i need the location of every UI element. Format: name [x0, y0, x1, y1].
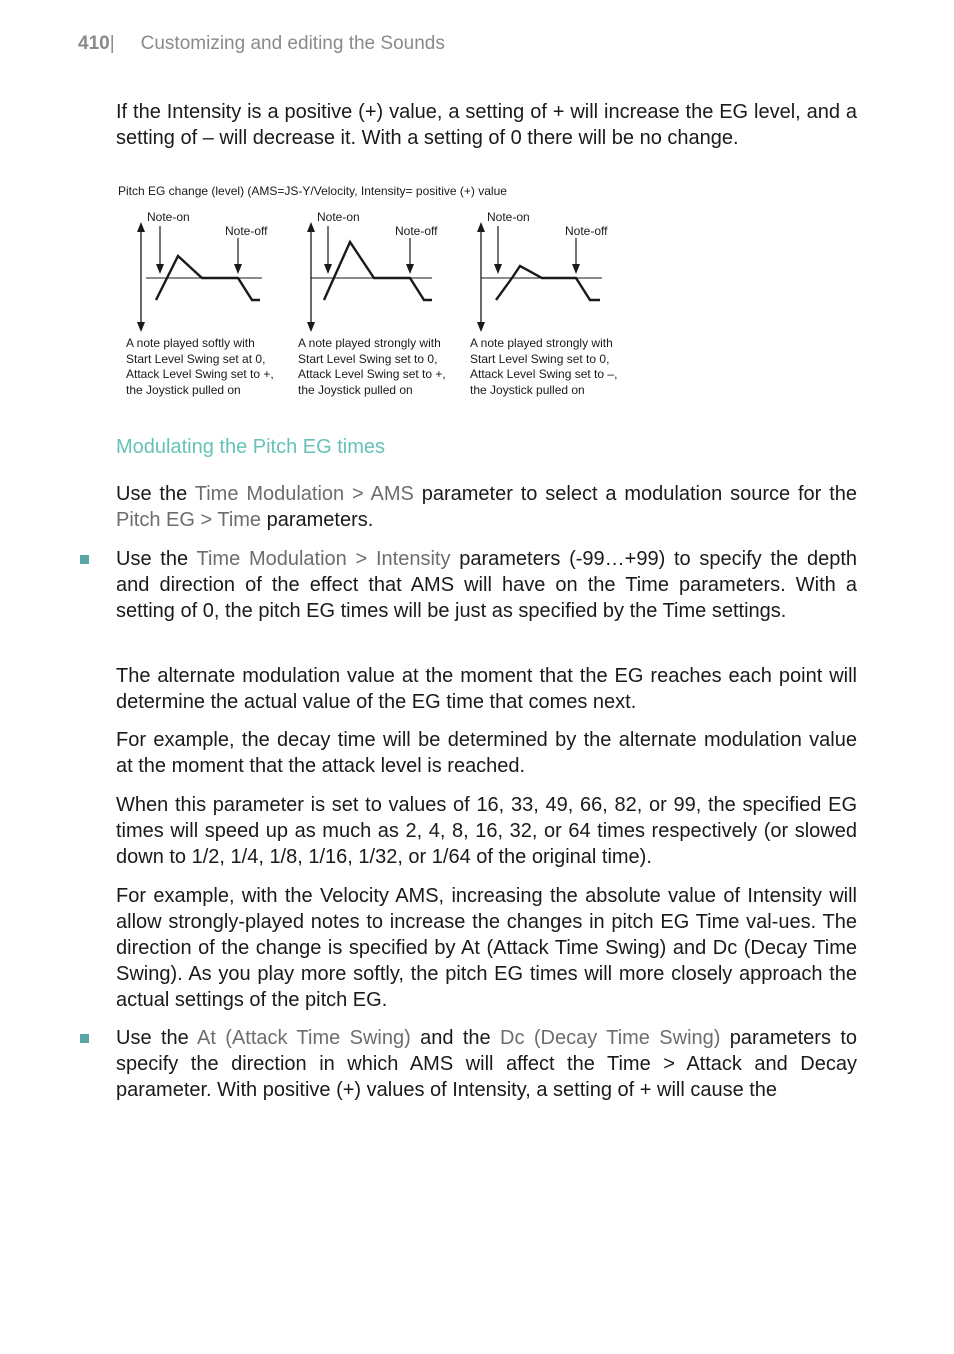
paragraph-time-modulation-ams: Use the Time Modulation > AMS parameter to select a modulation source for the Pitch EG > Time parameters.	[116, 483, 857, 531]
axis-arrow-down	[137, 322, 145, 332]
eg-curve	[324, 242, 432, 300]
paragraph-decay-example: For example, the decay time will be determined by the alternate modulation value at the moment that the attack level is reached.	[116, 729, 857, 777]
figure-caption: Pitch EG change (level) (AMS=JS-Y/Velocity, Intensity= positive (+) value	[118, 184, 507, 198]
chapter-title: Customizing and editing the Sounds	[140, 33, 445, 54]
eg-diagram-2	[300, 222, 440, 334]
note-off-label-3: Note-off	[565, 224, 608, 238]
paragraph-speed-values: When this parameter is set to values of 16, 33, 49, 66, 82, or 99, the specified EG times will speed up as much as 2, 4, 8, 16, 32, or 64 times respectively (or slowed down to 1/2, 1/4, 1/8, 1/16, 1/32, or 1/64 of the original time).	[116, 794, 857, 868]
param-attack-time-swing: At (Attack Time Swing)	[197, 1027, 411, 1049]
note-on-label-2: Note-on	[317, 210, 360, 224]
note-on-label-1: Note-on	[147, 210, 190, 224]
eg-diagram-1	[130, 222, 270, 334]
param-time-modulation-intensity: Time Modulation > Intensity	[196, 548, 451, 570]
page-number: 410	[78, 33, 110, 54]
bullet-marker	[80, 1034, 89, 1043]
param-time-modulation-ams: Time Modulation > AMS	[194, 483, 414, 505]
diagram-description-1: A note played softly with Start Level Swing set at 0, Attack Level Swing set to +, the Joystick pulled on	[126, 336, 274, 397]
param-pitch-eg-time: Pitch EG > Time	[116, 509, 262, 531]
note-on-label-3: Note-on	[487, 210, 530, 224]
note-off-label-1: Note-off	[225, 224, 268, 238]
diagram-description-3: A note played strongly with Start Level Swing set to 0, Attack Level Swing set to –, the Joystick pulled on	[470, 336, 618, 397]
bullet-time-modulation-intensity: Use the Time Modulation > Intensity parameters (-99…+99) to specify the depth and direction of the effect that AMS will have on the Time parameters. With a setting of 0, the pitch EG times will be just as specified by the Time settings.	[116, 548, 858, 622]
diagram-description-2: A note played strongly with Start Level Swing set to 0, Attack Level Swing set to +, the Joystick pulled on	[298, 336, 446, 397]
eg-diagram-3	[470, 222, 610, 334]
axis-arrow-up	[137, 222, 145, 232]
page-header	[78, 33, 445, 55]
bullet-attack-decay-swing: Use the At (Attack Time Swing) and the Dc (Decay Time Swing) parameters to specify the direction in which AMS will affect the Time > Attack and Decay parameter. With positive (+) values of Intensity, a setting of + will cause the	[116, 1027, 858, 1101]
intro-paragraph: If the Intensity is a positive (+) value, a setting of + will increase the EG level, and a setting of – will decrease it. With a setting of 0 there will be no change.	[116, 101, 857, 149]
paragraph-velocity-example: For example, with the Velocity AMS, increasing the absolute value of Intensity will allow strongly-played notes to increase the changes in pitch EG Time val-ues. The direction of the change is specified by At (Attack Time Swing) and Dc (Decay Time Swing). As you play more softly, the pitch EG times will more closely approach the actual settings of the pitch EG.	[116, 885, 857, 1011]
section-heading: Modulating the Pitch EG times	[116, 436, 386, 458]
note-off-label-2: Note-off	[395, 224, 438, 238]
param-decay-time-swing: Dc (Decay Time Swing)	[500, 1027, 721, 1049]
bullet-marker	[80, 555, 89, 564]
eg-curve	[496, 266, 600, 300]
header-separator: |	[109, 33, 115, 54]
paragraph-alternate-modulation: The alternate modulation value at the moment that the EG reaches each point will determine the actual value of the EG time that comes next.	[116, 665, 857, 713]
